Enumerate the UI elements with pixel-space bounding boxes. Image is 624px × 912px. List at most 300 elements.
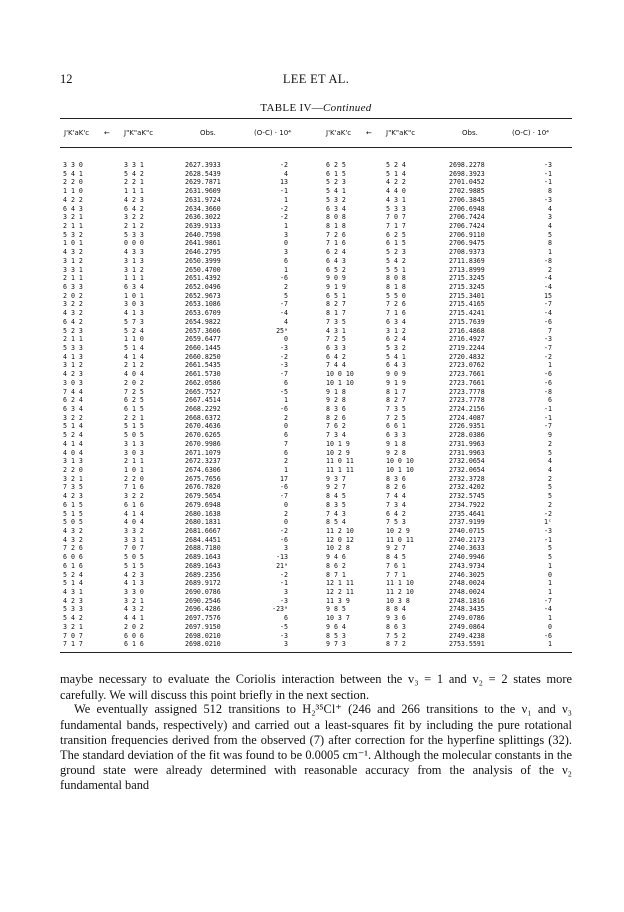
left-obs-value: 2661.5730 <box>185 370 221 379</box>
right-oc-value: 5 <box>548 230 552 239</box>
right-upper-level: 9 1 9 <box>326 283 346 291</box>
left-oc-value: -3 <box>280 344 288 352</box>
right-oc-value: -1 <box>544 169 552 178</box>
left-obs-value: 2670.9986 <box>185 439 221 448</box>
left-upper-level: 6 4 3 <box>63 204 83 213</box>
right-oc-value: 8 <box>548 187 552 196</box>
right-upper-level: 12 1 11 <box>326 579 354 588</box>
left-oc-value: 0 <box>284 518 288 527</box>
right-lower-level: 4 3 1 <box>386 195 406 204</box>
left-upper-level: 6 1 5 <box>63 500 83 509</box>
right-lower-level: 8 0 8 <box>386 274 406 283</box>
left-upper-level: 3 2 2 <box>63 300 83 309</box>
paragraph-1: maybe necessary to evaluate the Coriolis interaction between the v₃ = 1 and v₂ = 2 states more carefully. We will discuss this point briefly in the next section. <box>60 672 572 702</box>
right-lower-level: 7 3 5 <box>386 405 406 413</box>
right-lower-level: 8 1 7 <box>386 387 406 396</box>
left-lower-level: 5 7 3 <box>124 317 144 326</box>
left-oc-value: -3 <box>280 596 288 605</box>
right-lower-level: 8 2 6 <box>386 483 406 492</box>
left-oc-value: 6 <box>284 431 288 440</box>
left-oc-value: 2 <box>284 509 288 518</box>
right-oc-value: -2 <box>544 352 552 361</box>
left-lower-level: 2 0 2 <box>124 622 144 631</box>
table-row <box>60 449 572 458</box>
left-obs-value: 2651.4392 <box>185 274 221 283</box>
left-obs-value: 2653.6709 <box>185 309 221 318</box>
left-oc-value: 1 <box>284 466 288 474</box>
right-upper-level: 7 1 6 <box>326 239 346 248</box>
right-obs-value: 2726.9351 <box>449 422 485 431</box>
right-obs-value: 2723.7661 <box>449 378 485 387</box>
right-upper-level: 9 8 5 <box>326 605 346 614</box>
right-oc-value: 2 <box>548 500 552 509</box>
right-lower-level: 8 6 3 <box>386 622 406 631</box>
table-row <box>60 553 572 562</box>
col-lower-left: J"K"aK"c <box>124 129 154 137</box>
left-oc-value: -7 <box>280 492 288 501</box>
left-upper-level: 5 4 2 <box>63 614 83 623</box>
right-obs-value: 2749.0786 <box>449 614 485 623</box>
left-upper-level: 5 3 2 <box>63 230 83 239</box>
right-obs-value: 2737.9199 <box>449 518 485 527</box>
right-upper-level: 9 7 3 <box>326 640 346 649</box>
right-upper-level: 8 2 7 <box>326 300 346 309</box>
right-lower-level: 9 0 9 <box>386 370 406 379</box>
table-row <box>60 231 572 240</box>
left-obs-value: 2679.6948 <box>185 500 221 509</box>
left-oc-value: -3 <box>280 631 288 640</box>
table-row <box>60 248 572 257</box>
left-upper-level: 7 1 7 <box>63 640 83 649</box>
right-upper-level: 5 4 1 <box>326 187 346 196</box>
right-obs-value: 2706.6948 <box>449 204 485 213</box>
table-row <box>60 283 572 292</box>
right-obs-value: 2743.9734 <box>449 561 485 570</box>
right-upper-level: 8 2 6 <box>326 413 346 422</box>
right-oc-value: 8 <box>548 239 552 248</box>
left-oc-value: -2 <box>280 352 288 361</box>
left-upper-level: 7 3 5 <box>63 483 83 492</box>
col-lower-right: J"K"aK"c <box>386 129 416 137</box>
right-oc-value: 1ᶜ <box>544 518 552 527</box>
left-obs-value: 2660.8250 <box>185 352 221 361</box>
right-lower-level: 5 2 4 <box>386 161 406 169</box>
left-obs-value: 2665.7527 <box>185 387 221 396</box>
table-row <box>60 536 572 545</box>
left-lower-level: 3 3 0 <box>124 588 144 596</box>
left-upper-level: 3 3 1 <box>63 265 83 274</box>
right-lower-level: 5 4 2 <box>386 256 406 265</box>
left-upper-level: 4 3 2 <box>63 535 83 544</box>
table-row <box>60 257 572 266</box>
left-lower-level: 3 0 3 <box>124 300 144 309</box>
right-oc-value: 4 <box>548 204 552 213</box>
left-lower-level: 3 1 3 <box>124 256 144 265</box>
table-row <box>60 518 572 527</box>
table-row <box>60 605 572 614</box>
left-lower-level: 4 1 4 <box>124 509 144 518</box>
left-obs-value: 2631.9609 <box>185 187 221 196</box>
left-lower-level: 5 0 5 <box>124 431 144 440</box>
left-lower-level: 5 3 3 <box>124 230 144 239</box>
left-obs-value: 2627.3933 <box>185 161 221 169</box>
right-upper-level: 8 3 6 <box>326 405 346 413</box>
right-obs-value: 2724.4087 <box>449 413 485 422</box>
right-upper-level: 5 2 3 <box>326 178 346 187</box>
left-obs-value: 2668.2292 <box>185 405 221 413</box>
right-obs-value: 2720.4832 <box>449 352 485 361</box>
right-obs-value: 2698.3923 <box>449 169 485 178</box>
left-obs-value: 2652.9673 <box>185 291 221 300</box>
right-obs-value: 2740.9946 <box>449 553 485 562</box>
left-upper-level: 3 2 1 <box>63 474 83 483</box>
left-upper-level: 4 0 4 <box>63 448 83 457</box>
right-upper-level: 6 2 5 <box>326 161 346 169</box>
right-oc-value: -7 <box>544 344 552 352</box>
left-oc-value: -2 <box>280 570 288 579</box>
table-top-rule <box>60 118 572 119</box>
left-obs-value: 2654.9822 <box>185 317 221 326</box>
right-obs-value: 2740.0715 <box>449 527 485 535</box>
left-lower-level: 5 4 2 <box>124 169 144 178</box>
right-oc-value: -7 <box>544 596 552 605</box>
table-row <box>60 292 572 301</box>
left-obs-value: 2646.2795 <box>185 248 221 257</box>
left-upper-level: 6 4 2 <box>63 317 83 326</box>
right-lower-level: 10 2 9 <box>386 527 410 535</box>
right-lower-level: 5 4 1 <box>386 352 406 361</box>
right-upper-level: 7 3 5 <box>326 317 346 326</box>
table-row <box>60 396 572 405</box>
right-lower-level: 6 4 2 <box>386 509 406 518</box>
left-lower-level: 3 3 2 <box>124 527 144 535</box>
right-lower-level: 5 2 3 <box>386 248 406 257</box>
right-oc-value: 2 <box>548 474 552 483</box>
left-upper-level: 4 3 1 <box>63 588 83 596</box>
right-lower-level: 10 0 10 <box>386 457 414 466</box>
right-upper-level: 6 5 1 <box>326 291 346 300</box>
left-obs-value: 2631.9724 <box>185 195 221 204</box>
left-upper-level: 5 1 4 <box>63 422 83 431</box>
left-obs-value: 2629.7871 <box>185 178 221 187</box>
left-lower-level: 3 3 1 <box>124 535 144 544</box>
right-obs-value: 2715.4241 <box>449 309 485 318</box>
left-lower-level: 3 2 1 <box>124 596 144 605</box>
left-oc-value: 2 <box>284 457 288 466</box>
left-lower-level: 2 1 2 <box>124 222 144 230</box>
left-upper-level: 4 3 2 <box>63 527 83 535</box>
right-upper-level: 7 4 3 <box>326 509 346 518</box>
left-obs-value: 2698.0210 <box>185 631 221 640</box>
paragraph-2: We eventually assigned 512 transitions to H₂³⁵Cl⁺ (246 and 266 transitions to the ν₁ and ν₃ fundamental bands, respectively) and carried out a least-squares fit by including the pure rotational transition frequencies derived from the observed (7) after correction for the hyperfine splittings (32). The standard deviation of the fit was found to be 0.0005 cm⁻¹. Although the molecular constants in the ground state were already determined with reasonable accuracy from the analysis of the ν₂ fundamental band <box>60 702 572 793</box>
left-lower-level: 6 1 5 <box>124 405 144 413</box>
left-obs-value: 2696.4286 <box>185 605 221 614</box>
right-upper-level: 11 3 9 <box>326 596 350 605</box>
left-lower-level: 4 1 4 <box>124 352 144 361</box>
right-lower-level: 7 2 6 <box>386 300 406 309</box>
right-upper-level: 8 6 2 <box>326 561 346 570</box>
right-lower-level: 4 2 2 <box>386 178 406 187</box>
left-oc-value: -4 <box>280 309 288 318</box>
table-row <box>60 178 572 187</box>
table-bottom-rule <box>60 652 572 653</box>
table-row <box>60 571 572 580</box>
table-row <box>60 309 572 318</box>
right-oc-value: -8 <box>544 256 552 265</box>
right-obs-value: 2706.9110 <box>449 230 485 239</box>
left-oc-value: -7 <box>280 300 288 309</box>
table-row <box>60 431 572 440</box>
left-lower-level: 4 0 4 <box>124 370 144 379</box>
left-lower-level: 4 3 3 <box>124 248 144 257</box>
left-obs-value: 2662.0586 <box>185 378 221 387</box>
table-row <box>60 170 572 179</box>
left-upper-level: 3 2 1 <box>63 622 83 631</box>
left-obs-value: 2659.6477 <box>185 335 221 344</box>
left-oc-value: 17 <box>280 474 288 483</box>
right-lower-level: 7 7 1 <box>386 570 406 579</box>
left-lower-level: 1 1 1 <box>124 274 144 283</box>
left-upper-level: 3 1 2 <box>63 361 83 370</box>
right-obs-value: 2731.9963 <box>449 439 485 448</box>
right-upper-level: 10 2 9 <box>326 448 350 457</box>
left-oc-value: -2 <box>280 204 288 213</box>
right-upper-level: 9 0 9 <box>326 274 346 283</box>
table-row <box>60 370 572 379</box>
right-obs-value: 2732.3728 <box>449 474 485 483</box>
left-lower-level: 4 3 2 <box>124 605 144 614</box>
left-upper-level: 5 2 4 <box>63 431 83 440</box>
right-obs-value: 2701.0452 <box>449 178 485 187</box>
right-oc-value: -7 <box>544 300 552 309</box>
left-upper-level: 4 2 3 <box>63 492 83 501</box>
left-oc-value: 7 <box>284 439 288 448</box>
right-obs-value: 2716.4868 <box>449 326 485 335</box>
left-obs-value: 2690.0786 <box>185 588 221 596</box>
left-obs-value: 2639.9133 <box>185 222 221 230</box>
table-row <box>60 213 572 222</box>
right-obs-value: 2740.2173 <box>449 535 485 544</box>
table-row <box>60 527 572 536</box>
left-obs-value: 2690.2546 <box>185 596 221 605</box>
right-oc-value: -1 <box>544 405 552 413</box>
right-oc-value: 4 <box>548 457 552 466</box>
right-upper-level: 12 2 11 <box>326 588 354 596</box>
right-lower-level: 8 7 2 <box>386 640 406 649</box>
left-lower-level: 1 1 0 <box>124 335 144 344</box>
left-upper-level: 5 0 5 <box>63 518 83 527</box>
right-obs-value: 2715.7639 <box>449 317 485 326</box>
right-lower-level: 7 5 3 <box>386 518 406 527</box>
left-lower-level: 1 0 1 <box>124 466 144 474</box>
right-upper-level: 8 1 8 <box>326 222 346 230</box>
left-lower-level: 3 0 3 <box>124 448 144 457</box>
right-obs-value: 2732.0654 <box>449 457 485 466</box>
left-oc-value: 3 <box>284 588 288 596</box>
right-obs-value: 2713.8999 <box>449 265 485 274</box>
right-upper-level: 6 3 3 <box>326 344 346 352</box>
right-oc-value: -3 <box>544 195 552 204</box>
left-upper-level: 5 1 5 <box>63 509 83 518</box>
right-oc-value: -3 <box>544 527 552 535</box>
right-oc-value: 5 <box>548 483 552 492</box>
left-upper-level: 3 2 2 <box>63 413 83 422</box>
right-lower-level: 7 0 7 <box>386 213 406 222</box>
table-row <box>60 300 572 309</box>
left-oc-value: -6 <box>280 535 288 544</box>
right-upper-level: 9 3 7 <box>326 474 346 483</box>
left-upper-level: 6 3 4 <box>63 405 83 413</box>
right-upper-level: 12 0 12 <box>326 535 354 544</box>
table-row <box>60 335 572 344</box>
right-oc-value: -8 <box>544 387 552 396</box>
left-lower-level: 5 1 5 <box>124 561 144 570</box>
right-obs-value: 2715.3401 <box>449 291 485 300</box>
table-row <box>60 562 572 571</box>
left-upper-level: 4 1 4 <box>63 439 83 448</box>
table-row <box>60 483 572 492</box>
left-oc-value: 4 <box>284 169 288 178</box>
table-row <box>60 457 572 466</box>
left-obs-value: 2628.5439 <box>185 169 221 178</box>
left-obs-value: 2680.1831 <box>185 518 221 527</box>
left-obs-value: 2681.6667 <box>185 527 221 535</box>
right-lower-level: 7 1 7 <box>386 222 406 230</box>
left-lower-level: 5 1 5 <box>124 422 144 431</box>
left-lower-level: 6 2 5 <box>124 396 144 405</box>
table-row <box>60 379 572 388</box>
right-lower-level: 6 1 5 <box>386 239 406 248</box>
right-obs-value: 2723.7778 <box>449 396 485 405</box>
left-oc-value: -6 <box>280 274 288 283</box>
right-oc-value: -3 <box>544 161 552 169</box>
right-oc-value: 0 <box>548 570 552 579</box>
left-lower-level: 2 2 1 <box>124 178 144 187</box>
right-oc-value: 7 <box>548 326 552 335</box>
table-row <box>60 597 572 606</box>
right-oc-value: -4 <box>544 274 552 283</box>
right-upper-level: 8 1 7 <box>326 309 346 318</box>
left-oc-value: 0 <box>284 335 288 344</box>
left-obs-value: 2670.6265 <box>185 431 221 440</box>
right-oc-value: -1 <box>544 535 552 544</box>
left-obs-value: 2657.3606 <box>185 326 221 335</box>
left-lower-level: 6 4 2 <box>124 204 144 213</box>
right-obs-value: 2749.0864 <box>449 622 485 631</box>
col-obs-right: Obs. <box>462 129 478 137</box>
right-lower-level: 5 3 2 <box>386 344 406 352</box>
right-lower-level: 8 2 7 <box>386 396 406 405</box>
right-obs-value: 2706.3845 <box>449 195 485 204</box>
left-upper-level: 7 4 4 <box>63 387 83 396</box>
right-obs-value: 2735.4641 <box>449 509 485 518</box>
left-lower-level: 6 3 4 <box>124 283 144 291</box>
left-oc-value: -6 <box>280 405 288 413</box>
left-upper-level: 4 3 2 <box>63 248 83 257</box>
right-obs-value: 2740.3633 <box>449 544 485 553</box>
left-lower-level: 6 1 6 <box>124 640 144 649</box>
right-upper-level: 9 6 4 <box>326 622 346 631</box>
left-upper-level: 6 3 3 <box>63 283 83 291</box>
left-oc-value: 2 <box>284 413 288 422</box>
right-lower-level: 9 2 8 <box>386 448 406 457</box>
table-row <box>60 475 572 484</box>
left-obs-value: 2679.5654 <box>185 492 221 501</box>
left-oc-value: 1 <box>284 195 288 204</box>
left-obs-value: 2675.7656 <box>185 474 221 483</box>
right-oc-value: 5 <box>548 448 552 457</box>
right-oc-value: -6 <box>544 370 552 379</box>
left-lower-level: 1 1 1 <box>124 187 144 196</box>
table-row <box>60 510 572 519</box>
right-lower-level: 11 2 10 <box>386 588 414 596</box>
left-lower-level: 2 0 2 <box>124 378 144 387</box>
left-upper-level: 4 2 3 <box>63 596 83 605</box>
left-oc-value: -2 <box>280 527 288 535</box>
right-lower-level: 10 3 8 <box>386 596 410 605</box>
right-obs-value: 2748.3435 <box>449 605 485 614</box>
right-obs-value: 2724.2156 <box>449 405 485 413</box>
left-obs-value: 2689.1643 <box>185 553 221 562</box>
right-upper-level: 11 2 10 <box>326 527 354 535</box>
right-lower-level: 3 1 2 <box>386 326 406 335</box>
right-lower-level: 8 3 6 <box>386 474 406 483</box>
right-upper-level: 10 1 10 <box>326 378 354 387</box>
right-upper-level: 6 2 4 <box>326 248 346 257</box>
left-oc-value: -6 <box>280 483 288 492</box>
table-row <box>60 544 572 553</box>
table-row <box>60 196 572 205</box>
table-row <box>60 422 572 431</box>
left-lower-level: 3 3 1 <box>124 161 144 169</box>
right-upper-level: 9 4 6 <box>326 553 346 562</box>
right-upper-level: 10 2 8 <box>326 544 350 553</box>
left-oc-value: 1 <box>284 222 288 230</box>
left-lower-level: 4 0 4 <box>124 518 144 527</box>
right-lower-level: 6 6 1 <box>386 422 406 431</box>
left-lower-level: 4 2 3 <box>124 195 144 204</box>
right-lower-level: 11 0 11 <box>386 535 414 544</box>
right-obs-value: 2748.1816 <box>449 596 485 605</box>
right-obs-value: 2748.0024 <box>449 588 485 596</box>
left-lower-level: 7 1 6 <box>124 483 144 492</box>
right-oc-value: 1 <box>548 361 552 370</box>
right-oc-value: -3 <box>544 335 552 344</box>
right-upper-level: 7 3 4 <box>326 431 346 440</box>
right-oc-value: -6 <box>544 378 552 387</box>
right-obs-value: 2711.8369 <box>449 256 485 265</box>
left-oc-value: 3 <box>284 230 288 239</box>
left-obs-value: 2684.4451 <box>185 535 221 544</box>
right-oc-value: -6 <box>544 631 552 640</box>
left-upper-level: 1 0 1 <box>63 239 83 248</box>
right-upper-level: 9 2 7 <box>326 483 346 492</box>
right-oc-value: 5 <box>548 553 552 562</box>
table-row <box>60 623 572 632</box>
left-upper-level: 5 2 3 <box>63 326 83 335</box>
right-oc-value: -4 <box>544 605 552 614</box>
table-row <box>60 579 572 588</box>
left-lower-level: 4 2 3 <box>124 570 144 579</box>
left-upper-level: 3 1 3 <box>63 457 83 466</box>
left-oc-value: 6 <box>284 614 288 623</box>
right-upper-level: 6 5 2 <box>326 265 346 274</box>
table-row <box>60 388 572 397</box>
left-obs-value: 2636.3022 <box>185 213 221 222</box>
left-obs-value: 2688.7180 <box>185 544 221 553</box>
right-obs-value: 2731.9963 <box>449 448 485 457</box>
right-oc-value: -2 <box>544 509 552 518</box>
